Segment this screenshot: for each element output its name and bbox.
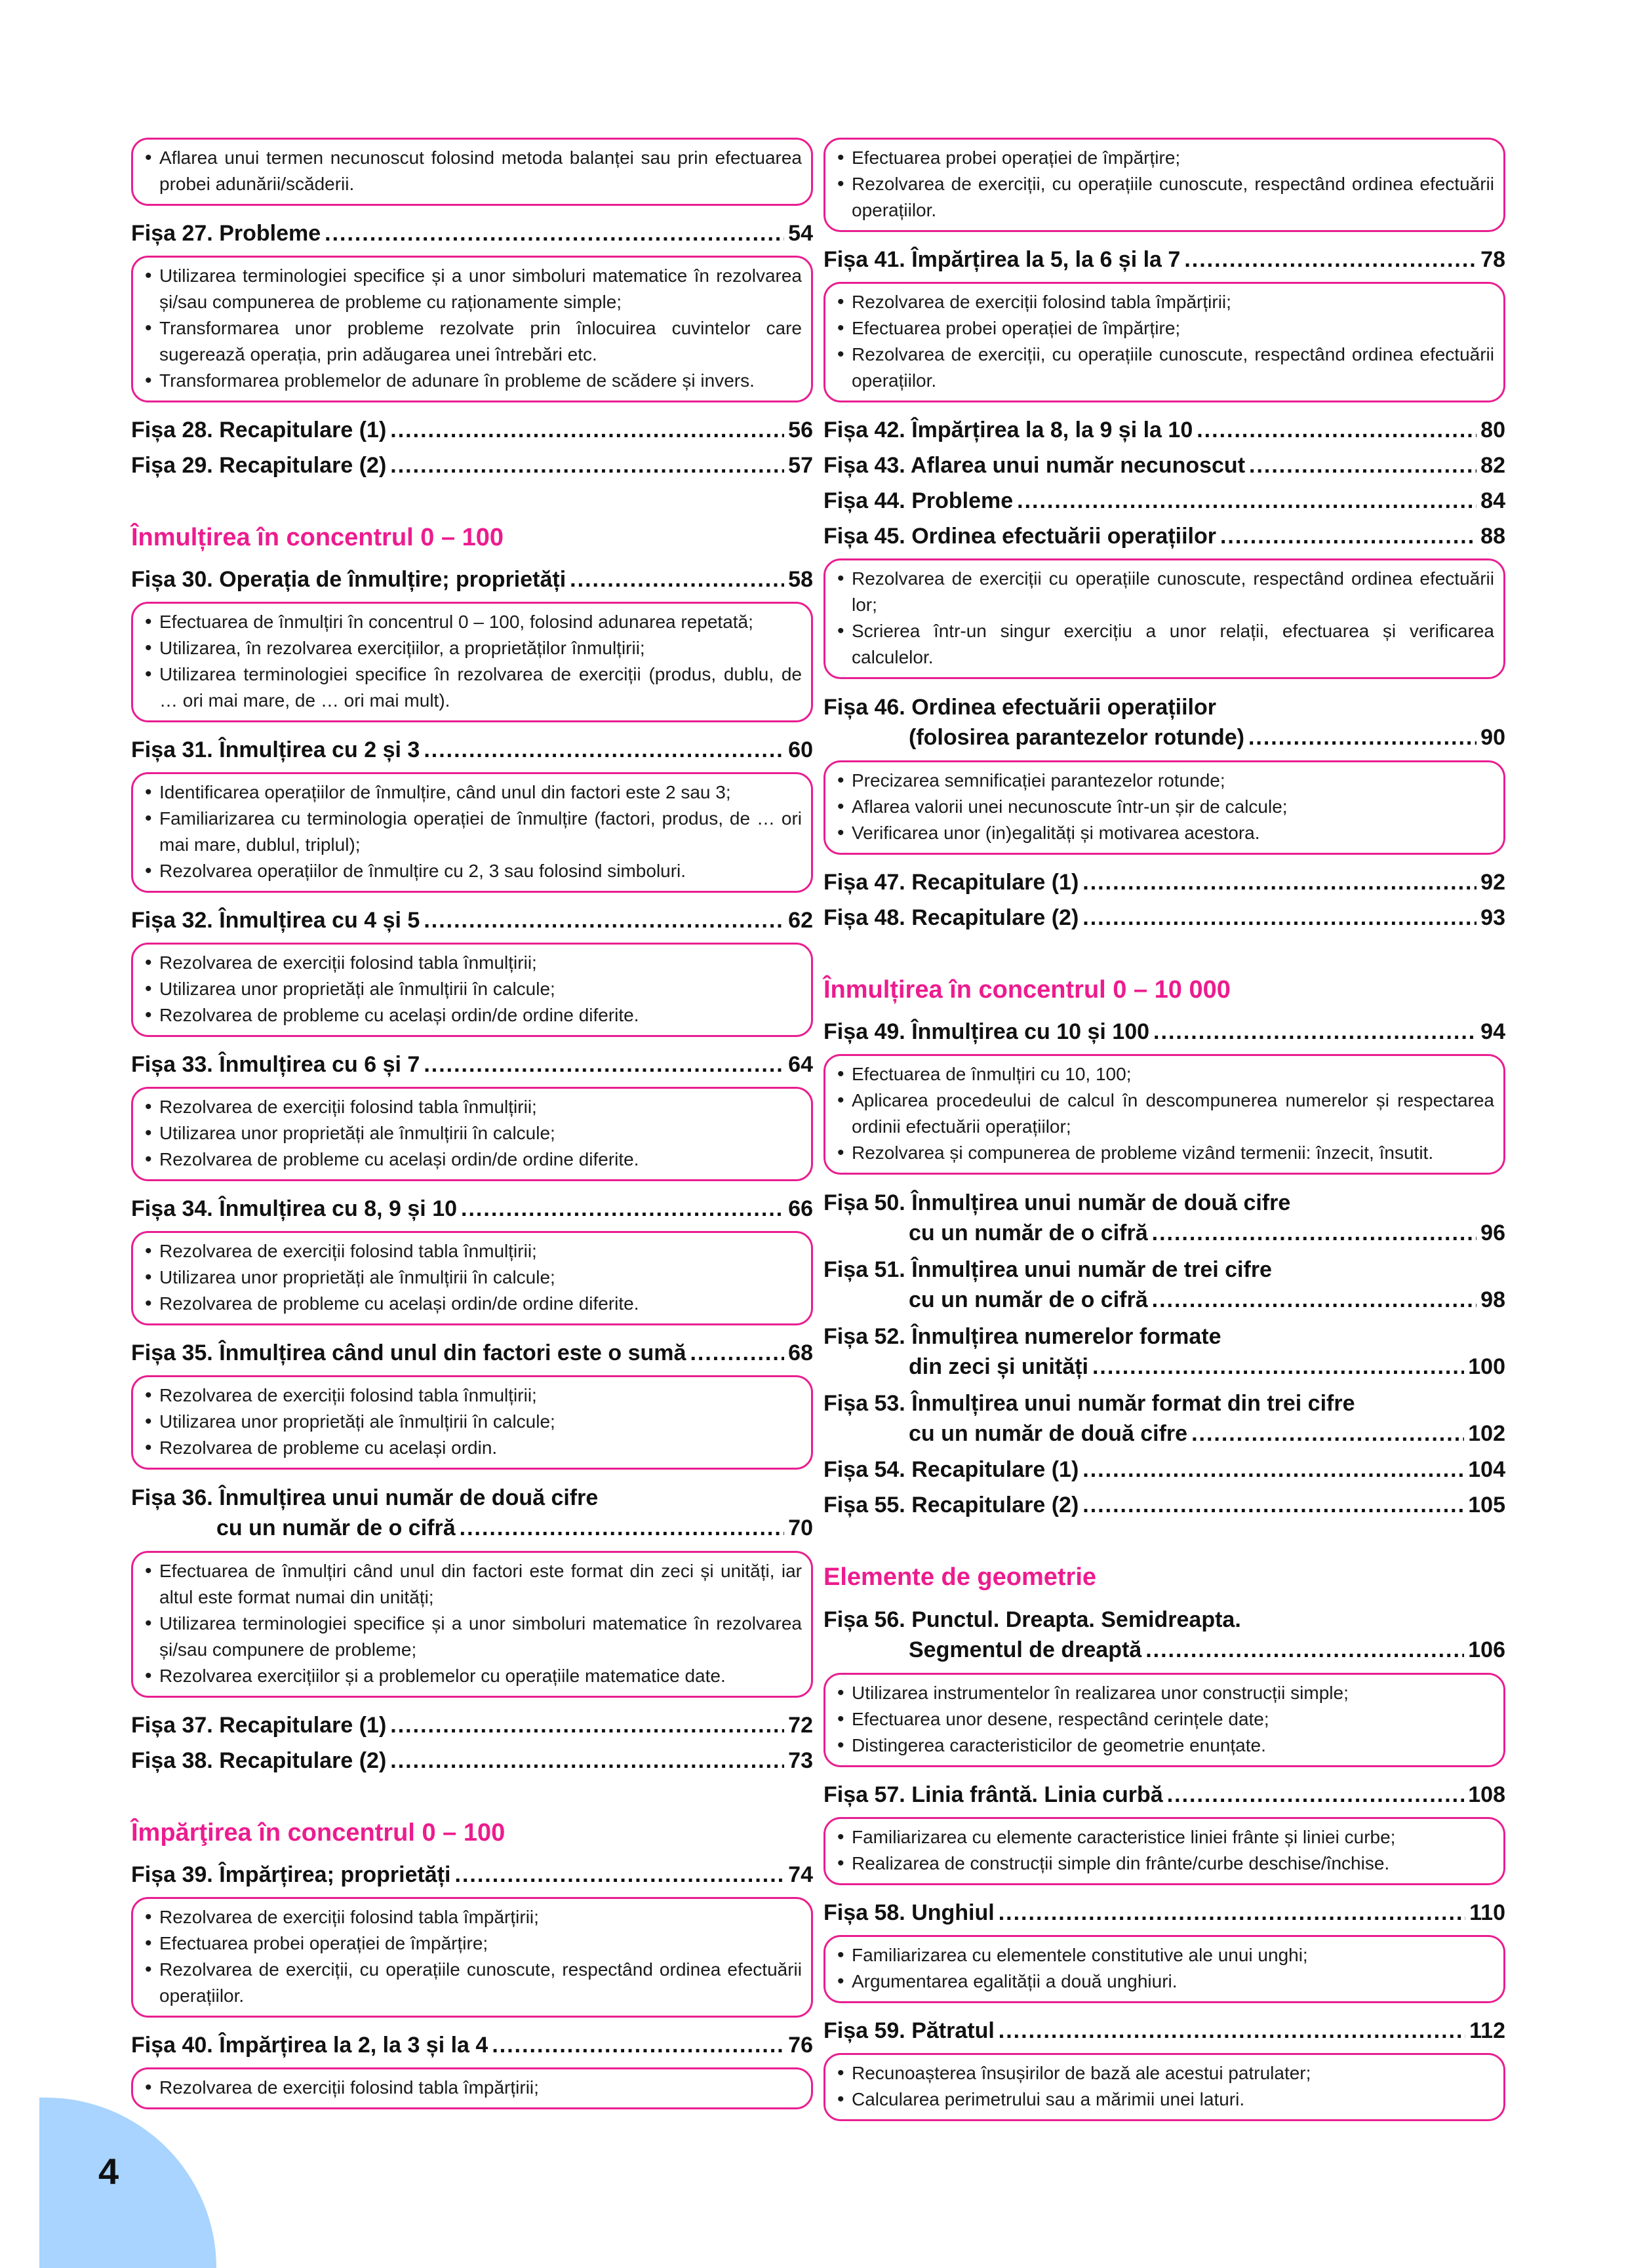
toc-entry-page: 93 — [1480, 905, 1505, 930]
toc-leader-dots — [390, 1711, 784, 1740]
toc-entry-title: Fișa 58. Unghiul — [823, 1900, 995, 1925]
toc-leader-dots — [999, 2016, 1465, 2045]
objectives-list — [835, 566, 1494, 671]
objective-item: • Aflarea unui termen necunoscut folosind metoda balanței sau prin efectuarea probei adunării/scăderii. — [142, 145, 802, 197]
objective-item: • Familiarizarea cu elementele constitutive ale unui unghi; — [835, 1942, 1494, 1968]
objectives-box — [131, 1897, 813, 2018]
toc-leader-dots — [690, 1339, 784, 1367]
toc-leader-dots — [1092, 1352, 1464, 1382]
objective-item: • Rezolvarea de exerciții folosind tabla înmulțirii; — [142, 1094, 802, 1120]
toc-entry-title: Fișa 53. Înmulțirea unui număr format din trei cifre — [823, 1391, 1355, 1416]
toc-entry[interactable] — [823, 1491, 1505, 1519]
toc-entry-page: 104 — [1468, 1457, 1505, 1482]
objectives-box — [823, 1935, 1505, 2003]
toc-entry-title: Fișa 57. Linia frântă. Linia curbă — [823, 1782, 1163, 1807]
section-heading: Elemente de geometrie — [823, 1563, 1097, 1591]
toc-entry[interactable] — [131, 1050, 813, 1079]
objectives-list — [142, 263, 802, 394]
objectives-list — [835, 2060, 1494, 2113]
objective-item: • Rezolvarea de probleme cu același ordin/de ordine diferite. — [142, 1146, 802, 1173]
toc-entry-subtitle-row — [823, 1218, 1505, 1248]
objective-item: • Utilizarea terminologiei specifice și a unor simboluri matematice în rezolvarea și/sau compunerea de probleme cu raționamente simple; — [142, 263, 802, 315]
objectives-list — [835, 1061, 1494, 1166]
objective-item: • Verificarea unor (in)egalități și motivarea acestora. — [835, 820, 1494, 846]
objective-item: • Utilizarea terminologiei specifice și a unor simboluri matematice în rezolvarea și/sau compunere de probleme; — [142, 1611, 802, 1663]
toc-entry-title: Fișa 52. Înmulțirea numerelor formate — [823, 1324, 1221, 1349]
objective-item: • Efectuarea de înmulțiri când unul din factori este format din zeci și unități, iar altul este format numai din unități; — [142, 1558, 802, 1611]
toc-entry[interactable] — [823, 1898, 1505, 1927]
toc-entry-title: Fișa 39. Împărțirea; proprietăți — [131, 1862, 451, 1887]
toc-entry[interactable] — [131, 451, 813, 480]
toc-entry-page: 88 — [1480, 524, 1505, 549]
toc-entry-title: Fișa 43. Aflarea unui număr necunoscut — [823, 453, 1246, 478]
objective-item: • Efectuarea de înmulțiri cu 10, 100; — [835, 1061, 1494, 1087]
toc-entry-page: 100 — [1468, 1354, 1505, 1379]
toc-entry[interactable] — [131, 565, 813, 594]
toc-entry-title: Fișa 33. Înmulțirea cu 6 și 7 — [131, 1052, 420, 1077]
toc-leader-dots — [1082, 903, 1477, 932]
objective-item: • Transformarea problemelor de adunare în probleme de scădere și invers. — [142, 368, 802, 394]
toc-entry[interactable] — [823, 692, 1505, 753]
toc-entry-page: 72 — [788, 1713, 813, 1738]
toc-leader-dots — [1220, 522, 1477, 551]
objective-item: • Utilizarea unor proprietăți ale înmulțirii în calcule; — [142, 1120, 802, 1146]
toc-entry-page: 90 — [1480, 725, 1505, 750]
toc-entry-page: 106 — [1468, 1637, 1505, 1662]
section-heading: Înmulțirea în concentrul 0 – 100 — [131, 524, 504, 551]
toc-entry[interactable] — [823, 522, 1505, 551]
toc-entry-title: Fișa 49. Înmulțirea cu 10 și 100 — [823, 1019, 1150, 1044]
toc-leader-dots — [461, 1194, 784, 1223]
toc-entry[interactable] — [131, 416, 813, 444]
toc-entry-title: Fișa 32. Înmulțirea cu 4 și 5 — [131, 908, 420, 933]
objective-item: • Utilizarea unor proprietăți ale înmulțirii în calcule; — [142, 1264, 802, 1291]
toc-entry[interactable] — [131, 219, 813, 248]
toc-entry-page: 94 — [1480, 1019, 1505, 1044]
toc-entry-title: Fișa 34. Înmulțirea cu 8, 9 și 10 — [131, 1196, 458, 1221]
objective-item: • Familiarizarea cu elemente caracteristice liniei frânte și liniei curbe; — [835, 1824, 1494, 1850]
objectives-box — [131, 1375, 813, 1470]
toc-entry-page: 98 — [1480, 1287, 1505, 1312]
objective-item: • Rezolvarea de probleme cu același ordin/de ordine diferite. — [142, 1002, 802, 1028]
objective-item: • Realizarea de construcții simple din frânte/curbe deschise/închise. — [835, 1850, 1494, 1877]
objective-item: • Precizarea semnificației parantezelor rotunde; — [835, 768, 1494, 794]
objective-item: • Rezolvarea de exerciții, cu operațiile cunoscute, respectând ordinea efectuării operațiilor. — [835, 171, 1494, 224]
toc-entry-subtitle: Segmentul de dreaptă — [909, 1637, 1142, 1662]
toc-entry-page: 112 — [1469, 2018, 1505, 2043]
toc-entry-page: 80 — [1480, 418, 1505, 442]
objectives-list — [142, 609, 802, 714]
objective-item: • Rezolvarea de exerciții, cu operațiile cunoscute, respectând ordinea efectuării operațiilor. — [835, 342, 1494, 394]
toc-leader-dots — [1167, 1780, 1465, 1809]
objective-item: • Calcularea perimetrului sau a mărimii unei laturi. — [835, 2086, 1494, 2113]
objective-item: • Rezolvarea și compunerea de probleme vizând termenii: înzecit, însutit. — [835, 1140, 1494, 1166]
toc-leader-dots — [1249, 451, 1477, 480]
objectives-box — [823, 1673, 1505, 1767]
toc-leader-dots — [1082, 1491, 1464, 1519]
toc-entry-subtitle-row — [823, 722, 1505, 753]
toc-entry-title: Fișa 45. Ordinea efectuării operațiilor — [823, 524, 1216, 549]
toc-leader-dots — [424, 906, 784, 935]
toc-entry-page: 54 — [788, 221, 813, 246]
objectives-box — [823, 138, 1505, 232]
objectives-list — [835, 1680, 1494, 1759]
toc-leader-dots — [1197, 416, 1477, 444]
toc-entry-subtitle: cu un număr de o cifră — [909, 1287, 1148, 1312]
objectives-list — [835, 145, 1494, 224]
toc-entry[interactable] — [823, 1255, 1505, 1315]
objective-item: • Aplicarea procedeului de calcul în descompunerea numerelor și respectarea ordinii efectuării operațiilor; — [835, 1087, 1494, 1140]
objective-item: • Efectuarea probei operației de împărțire; — [142, 1930, 802, 1957]
toc-entry[interactable] — [131, 1711, 813, 1740]
toc-entry[interactable] — [823, 1321, 1505, 1382]
objectives-list — [142, 1382, 802, 1461]
objectives-list — [835, 1942, 1494, 1995]
toc-entry-page: 60 — [788, 737, 813, 762]
toc-leader-dots — [1145, 1635, 1464, 1665]
toc-entry-title: Fișa 54. Recapitulare (1) — [823, 1457, 1079, 1482]
objectives-box — [131, 256, 813, 402]
toc-entry-title: Fișa 51. Înmulțirea unui număr de trei cifre — [823, 1257, 1272, 1282]
toc-entry-subtitle: cu un număr de două cifre — [909, 1421, 1188, 1446]
objectives-list — [142, 950, 802, 1028]
toc-entry[interactable] — [131, 1339, 813, 1367]
objective-item: • Utilizarea, în rezolvarea exercițiilor, a proprietăților înmulțirii; — [142, 635, 802, 661]
toc-entry-subtitle-row — [823, 1285, 1505, 1315]
objective-item: • Rezolvarea de exerciții folosind tabla înmulțirii; — [142, 1382, 802, 1409]
toc-entry-page: 110 — [1469, 1900, 1505, 1925]
toc-entry-title: Fișa 59. Pătratul — [823, 2018, 995, 2043]
objectives-list — [835, 768, 1494, 846]
toc-entry-subtitle-row — [823, 1418, 1505, 1449]
toc-entry-subtitle: (folosirea parantezelor rotunde) — [909, 725, 1244, 750]
objectives-box — [131, 602, 813, 722]
toc-leader-dots — [1153, 1017, 1477, 1046]
toc-leader-dots — [424, 1050, 784, 1079]
objectives-box — [823, 558, 1505, 679]
toc-leader-dots — [390, 416, 784, 444]
toc-entry[interactable] — [131, 1483, 813, 1543]
objectives-box — [131, 1551, 813, 1698]
toc-leader-dots — [424, 735, 784, 764]
toc-entry-subtitle: cu un număr de o cifră — [216, 1515, 456, 1540]
section-heading: Împărţirea în concentrul 0 – 100 — [131, 1819, 506, 1847]
page-number-badge — [39, 2098, 216, 2268]
toc-leader-dots — [390, 451, 784, 480]
toc-leader-dots — [1248, 722, 1477, 753]
objectives-box — [131, 943, 813, 1037]
toc-entry[interactable] — [823, 245, 1505, 274]
objectives-box — [823, 1054, 1505, 1175]
objectives-list — [142, 145, 802, 197]
toc-entry[interactable] — [131, 1860, 813, 1889]
objective-item: • Rezolvarea de exerciții folosind tabla înmulțirii; — [142, 1238, 802, 1264]
toc-entry-page: 57 — [788, 453, 813, 478]
toc-entry-title: Fișa 37. Recapitulare (1) — [131, 1713, 387, 1738]
objective-item: • Transformarea unor probleme rezolvate prin înlocuirea cuvintelor care sugerează operația, prin adăugarea unei întrebări etc. — [142, 315, 802, 368]
objective-item: • Rezolvarea de exerciții folosind tabla împărțirii; — [142, 2075, 802, 2101]
toc-entry-page: 82 — [1480, 453, 1505, 478]
toc-entry-title: Fișa 30. Operația de înmulțire; proprietăți — [131, 567, 566, 592]
toc-entry-page: 68 — [788, 1340, 813, 1365]
toc-entry-page: 92 — [1480, 870, 1505, 895]
objective-item: • Recunoașterea însușirilor de bază ale acestui patrulater; — [835, 2060, 1494, 2086]
toc-entry-page: 64 — [788, 1052, 813, 1077]
objectives-list — [142, 2075, 802, 2101]
toc-entry-subtitle-row — [131, 1513, 813, 1543]
objective-item: • Identificarea operațiilor de înmulțire, când unul din factori este 2 sau 3; — [142, 779, 802, 806]
objective-item: • Efectuarea probei operației de împărțire; — [835, 315, 1494, 342]
toc-entry-page: 58 — [788, 567, 813, 592]
toc-entry[interactable] — [131, 1746, 813, 1775]
toc-entry[interactable] — [823, 451, 1505, 480]
toc-entry[interactable] — [131, 735, 813, 764]
toc-entry-title: Fișa 31. Înmulțirea cu 2 și 3 — [131, 737, 420, 762]
toc-entry-page: 66 — [788, 1196, 813, 1221]
toc-leader-dots — [492, 2031, 784, 2060]
toc-entry-subtitle: cu un număr de o cifră — [909, 1221, 1148, 1245]
objective-item: • Familiarizarea cu terminologia operației de înmulțire (factori, produs, de … ori mai mare, dublul, triplul); — [142, 806, 802, 858]
toc-entry[interactable] — [823, 2016, 1505, 2045]
objectives-list — [835, 1824, 1494, 1877]
objective-item: • Rezolvarea de exerciții, cu operațiile cunoscute, respectând ordinea efectuării operațiilor. — [142, 1957, 802, 2009]
objectives-list — [142, 1094, 802, 1173]
toc-entry-subtitle-row — [823, 1352, 1505, 1382]
toc-entry[interactable] — [823, 486, 1505, 515]
toc-entry[interactable] — [823, 868, 1505, 897]
objective-item: • Utilizarea unor proprietăți ale înmulțirii în calcule; — [142, 1409, 802, 1435]
toc-entry[interactable] — [823, 1017, 1505, 1046]
toc-leader-dots — [390, 1746, 784, 1775]
toc-leader-dots — [1184, 245, 1477, 274]
objective-item: • Utilizarea terminologiei specifice în rezolvarea de exerciții (produs, dublu, de … ori mai mare, de … ori mai mult). — [142, 661, 802, 714]
toc-entry-page: 76 — [788, 2033, 813, 2058]
toc-entry-title: Fișa 28. Recapitulare (1) — [131, 418, 387, 442]
toc-entry-title: Fișa 44. Probleme — [823, 488, 1014, 513]
toc-entry-page: 73 — [788, 1748, 813, 1773]
objective-item: • Aflarea valorii unei necunoscute într-un șir de calcule; — [835, 794, 1494, 820]
objective-item: • Distingerea caracteristicilor de geometrie enunțate. — [835, 1732, 1494, 1759]
toc-entry-title: Fișa 27. Probleme — [131, 221, 321, 246]
toc-entry-page: 70 — [788, 1515, 813, 1540]
objective-item: • Utilizarea instrumentelor în realizarea unor construcții simple; — [835, 1680, 1494, 1706]
toc-entry-title: Fișa 38. Recapitulare (2) — [131, 1748, 387, 1773]
toc-entry-title: Fișa 42. Împărțirea la 8, la 9 și la 10 — [823, 418, 1193, 442]
objectives-box — [131, 772, 813, 893]
toc-entry-title: Fișa 47. Recapitulare (1) — [823, 870, 1079, 895]
toc-entry[interactable] — [131, 1194, 813, 1223]
toc-leader-dots — [1017, 486, 1477, 515]
objectives-box — [823, 2053, 1505, 2121]
toc-leader-dots — [455, 1860, 785, 1889]
toc-entry-title: Fișa 50. Înmulțirea unui număr de două cifre — [823, 1190, 1291, 1215]
toc-entry-title: Fișa 48. Recapitulare (2) — [823, 905, 1079, 930]
toc-entry-title: Fișa 56. Punctul. Dreapta. Semidreapta. — [823, 1607, 1241, 1632]
objective-item: • Efectuarea de înmulțiri în concentrul 0 – 100, folosind adunarea repetată; — [142, 609, 802, 635]
toc-entry-page: 62 — [788, 908, 813, 933]
toc-entry[interactable] — [823, 416, 1505, 444]
objectives-box — [823, 760, 1505, 855]
toc-entry-page: 96 — [1480, 1221, 1505, 1245]
toc-entry[interactable] — [823, 1388, 1505, 1449]
toc-entry-title: Fișa 35. Înmulțirea când unul din factori este o sumă — [131, 1340, 686, 1365]
toc-entry-page: 105 — [1468, 1493, 1505, 1517]
objective-item: • Rezolvarea exercițiilor și a problemelor cu operațiile matematice date. — [142, 1663, 802, 1689]
objective-item: • Efectuarea unor desene, respectând cerințele date; — [835, 1706, 1494, 1732]
toc-entry-page: 74 — [788, 1862, 813, 1887]
toc-entry-title: Fișa 55. Recapitulare (2) — [823, 1493, 1079, 1517]
toc-entry[interactable] — [823, 1605, 1505, 1665]
toc-leader-dots — [1082, 1455, 1464, 1484]
toc-column-right — [823, 130, 1505, 2134]
toc-entry[interactable] — [131, 906, 813, 935]
toc-entry-title: Fișa 36. Înmulțirea unui număr de două cifre — [131, 1485, 599, 1510]
toc-entry[interactable] — [823, 1780, 1505, 1809]
toc-entry-title: Fișa 41. Împărțirea la 5, la 6 și la 7 — [823, 247, 1181, 272]
toc-leader-dots — [1152, 1218, 1477, 1248]
objectives-box — [131, 1087, 813, 1181]
toc-leader-dots — [460, 1513, 785, 1543]
objectives-box — [131, 1231, 813, 1325]
objective-item: • Rezolvarea de probleme cu același ordin/de ordine diferite. — [142, 1291, 802, 1317]
objective-item: • Rezolvarea de exerciții folosind tabla înmulțirii; — [142, 950, 802, 976]
objective-item: • Rezolvarea operațiilor de înmulțire cu 2, 3 sau folosind simboluri. — [142, 858, 802, 884]
toc-leader-dots — [1152, 1285, 1477, 1315]
objective-item: • Efectuarea probei operației de împărțire; — [835, 145, 1494, 171]
objectives-box — [823, 1817, 1505, 1885]
objective-item: • Rezolvarea de probleme cu același ordin. — [142, 1435, 802, 1461]
objectives-box — [823, 282, 1505, 402]
objective-item: • Rezolvarea de exerciții cu operațiile cunoscute, respectând ordinea efectuării lor; — [835, 566, 1494, 618]
toc-column-left — [131, 130, 813, 2122]
objective-item: • Rezolvarea de exerciții folosind tabla împărțirii; — [835, 289, 1494, 315]
toc-entry-page: 56 — [788, 418, 813, 442]
objective-item: • Rezolvarea de exerciții folosind tabla împărțirii; — [142, 1904, 802, 1930]
toc-leader-dots — [570, 565, 784, 594]
toc-leader-dots — [999, 1898, 1465, 1927]
objectives-box — [131, 2067, 813, 2109]
toc-entry-title: Fișa 46. Ordinea efectuării operațiilor — [823, 695, 1216, 720]
toc-entry[interactable] — [823, 1455, 1505, 1484]
toc-entry-page: 108 — [1468, 1782, 1505, 1807]
toc-entry-title: Fișa 29. Recapitulare (2) — [131, 453, 387, 478]
objectives-box — [131, 138, 813, 206]
page-number: 4 — [98, 2151, 119, 2192]
toc-entry[interactable] — [131, 2031, 813, 2060]
toc-entry[interactable] — [823, 903, 1505, 932]
toc-entry-page: 84 — [1480, 488, 1505, 513]
toc-entry-subtitle-row — [823, 1635, 1505, 1665]
objectives-list — [142, 779, 802, 884]
toc-leader-dots — [325, 219, 784, 248]
toc-entry-page: 102 — [1468, 1421, 1505, 1446]
objectives-list — [142, 1238, 802, 1317]
toc-entry-subtitle: din zeci și unități — [909, 1354, 1088, 1379]
objective-item: • Scrierea într-un singur exercițiu a unor relații, efectuarea și verificarea calculelor. — [835, 618, 1494, 671]
toc-leader-dots — [1191, 1418, 1464, 1449]
objectives-list — [142, 1904, 802, 2009]
toc-entry[interactable] — [823, 1188, 1505, 1248]
objective-item: • Utilizarea unor proprietăți ale înmulțirii în calcule; — [142, 976, 802, 1002]
objective-item: • Argumentarea egalității a două unghiuri. — [835, 1968, 1494, 1995]
section-heading: Înmulțirea în concentrul 0 – 10 000 — [823, 976, 1231, 1004]
toc-entry-page: 78 — [1480, 247, 1505, 272]
toc-entry-title: Fișa 40. Împărțirea la 2, la 3 și la 4 — [131, 2033, 488, 2058]
toc-leader-dots — [1082, 868, 1477, 897]
objectives-list — [142, 1558, 802, 1689]
objectives-list — [835, 289, 1494, 394]
